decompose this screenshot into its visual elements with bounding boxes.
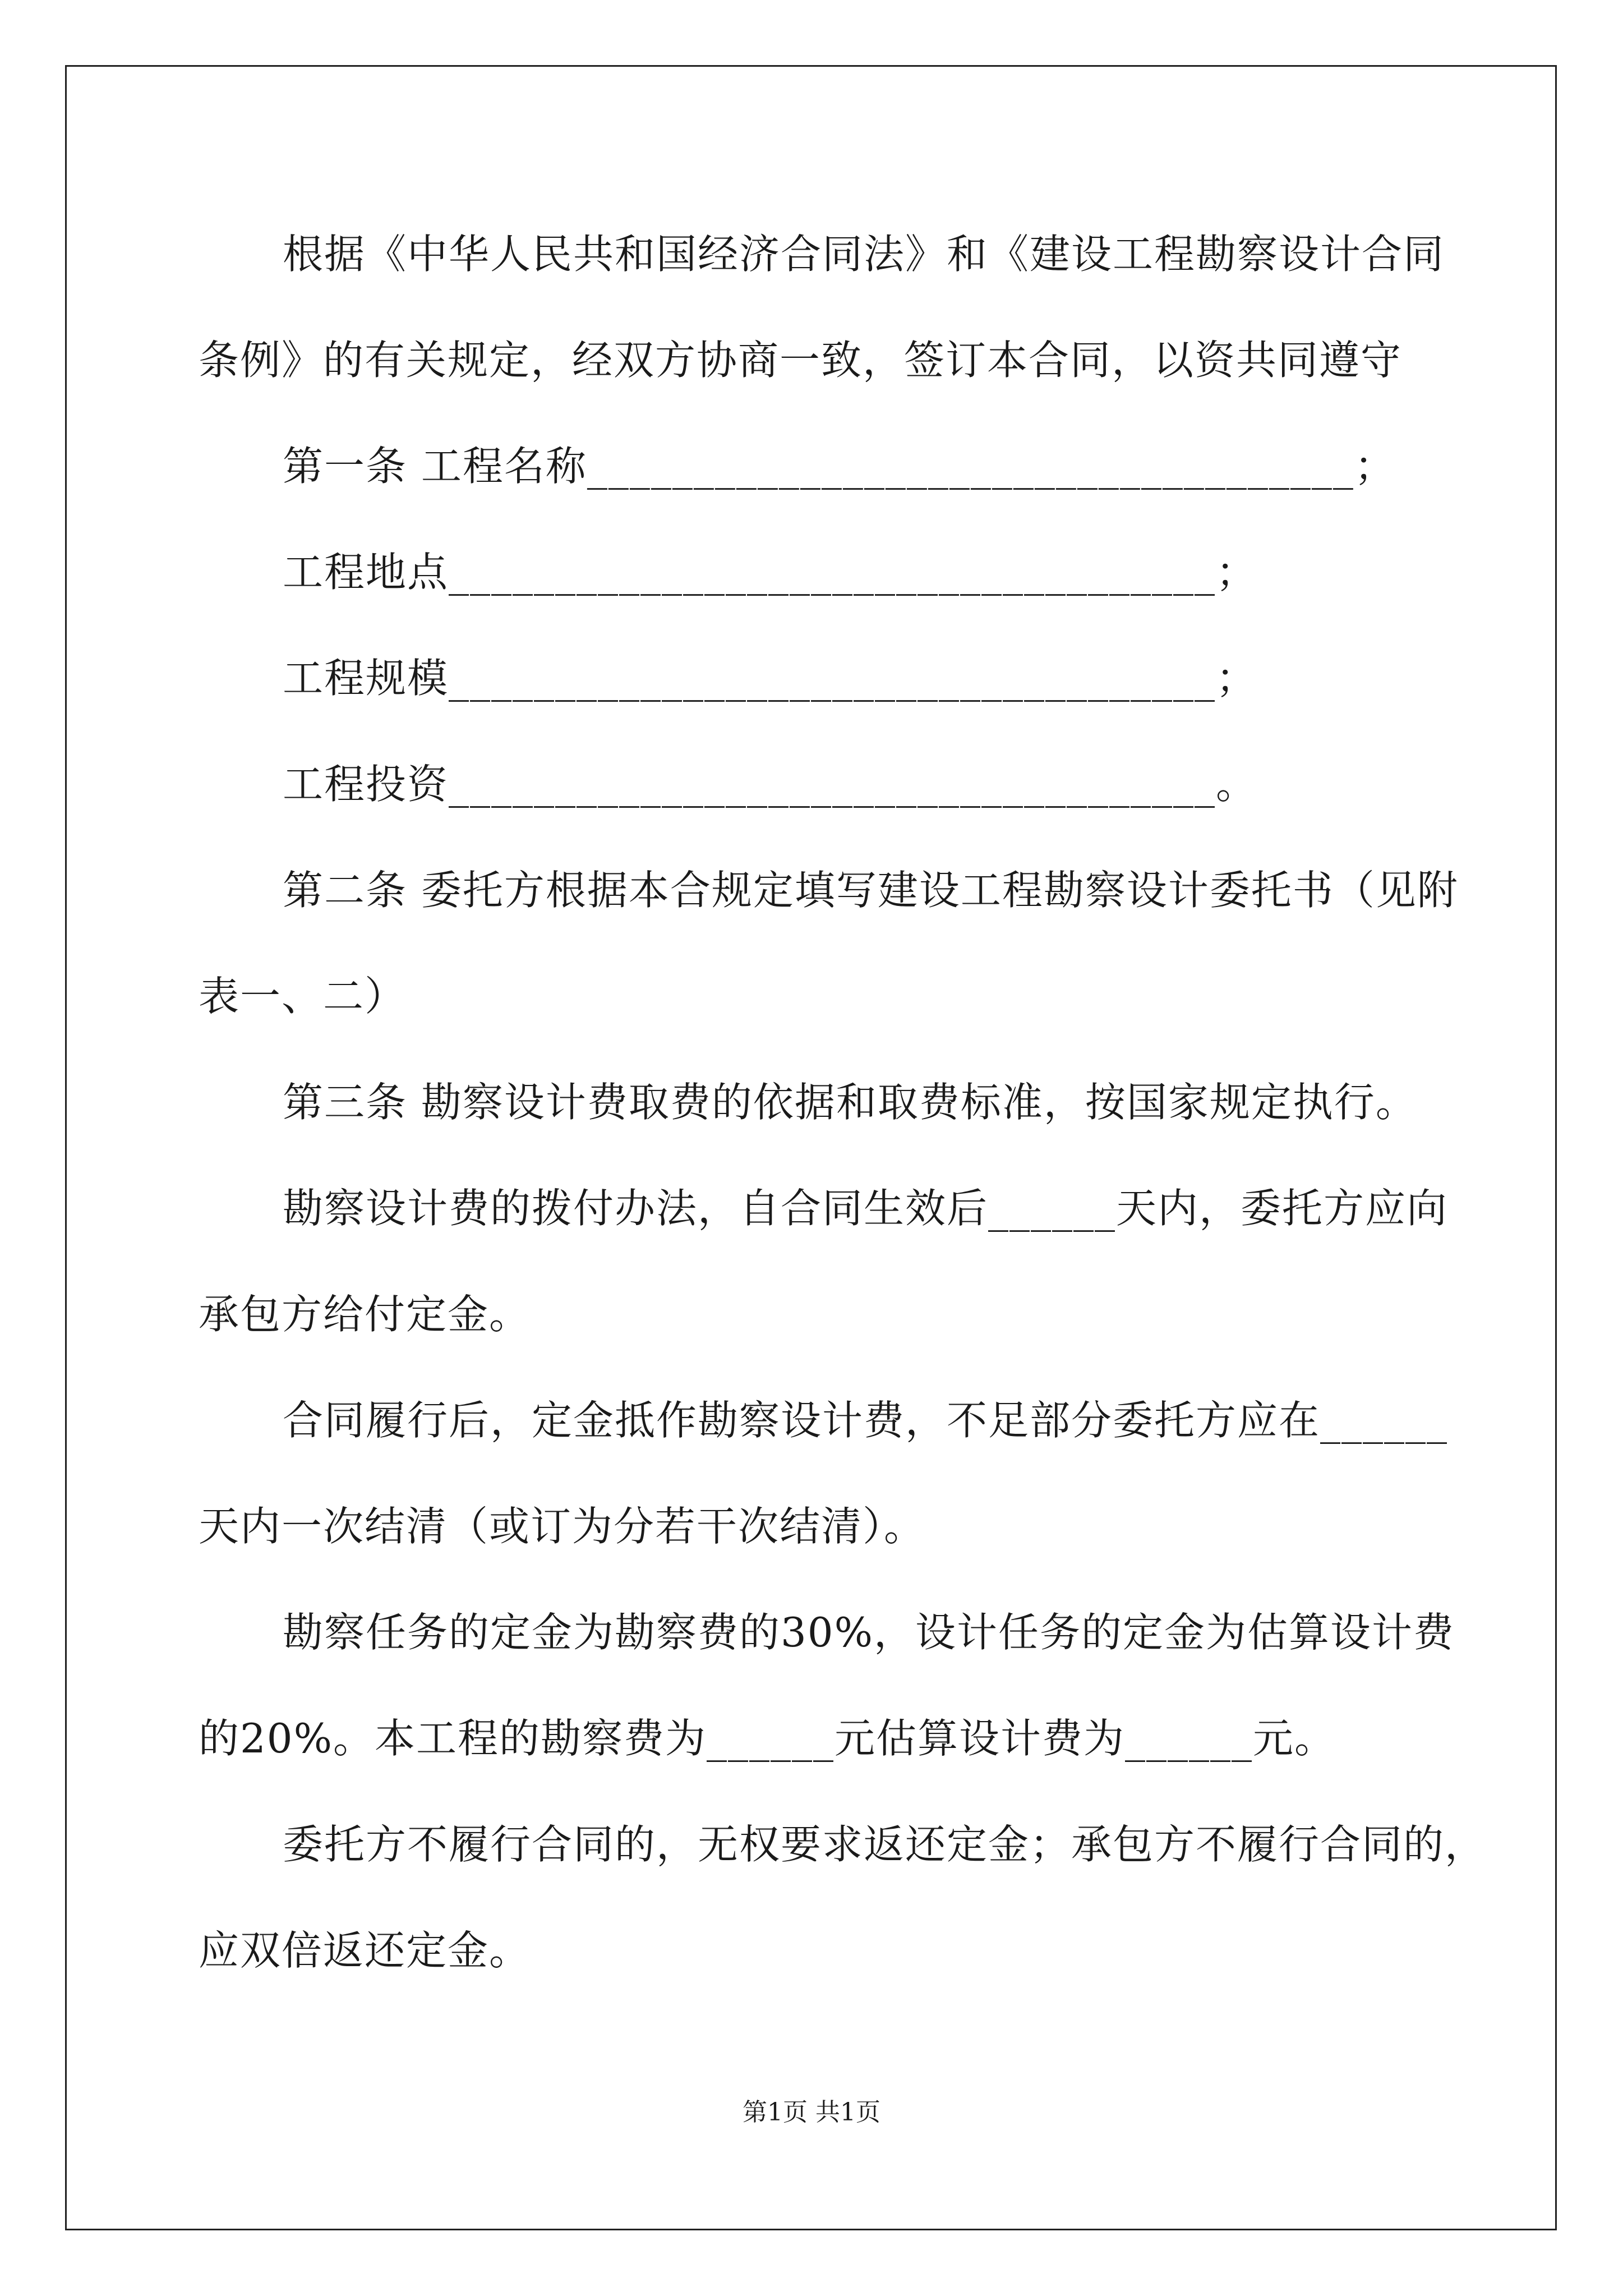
settlement-line-1: 合同履行后，定金抵作勘察设计费，不足部分委托方应在______ xyxy=(283,1397,1449,1444)
breach-line-1: 委托方不履行合同的，无权要求返还定金；承包方不履行合同的， xyxy=(283,1821,1487,1868)
article-2-line-2: 表一、二） xyxy=(199,973,407,1020)
project-investment: 工程投资____________________________________。 xyxy=(283,761,1258,808)
deposit-line-2: 的20%。本工程的勘察费为______元估算设计费为______元。 xyxy=(199,1715,1336,1762)
project-scale: 工程规模____________________________________； xyxy=(283,655,1258,702)
fee-payment-line-2: 承包方给付定金。 xyxy=(199,1291,531,1338)
article-2-line-1: 第二条 委托方根据本合规定填写建设工程勘察设计委托书（见附 xyxy=(283,867,1459,914)
deposit-line-1: 勘察任务的定金为勘察费的30%，设计任务的定金为估算设计费 xyxy=(283,1609,1455,1656)
project-location: 工程地点____________________________________； xyxy=(283,549,1258,596)
contract-paragraph-intro-line-2: 条例》的有关规定，经双方协商一致，签订本合同，以资共同遵守 xyxy=(199,337,1403,384)
page-border xyxy=(65,65,1557,2230)
breach-line-2: 应双倍返还定金。 xyxy=(199,1927,531,1974)
page-number-footer: 第1页 共1页 xyxy=(743,2098,880,2127)
settlement-line-2: 天内一次结清（或订为分若干次结清）。 xyxy=(199,1503,926,1550)
article-3-fee-basis: 第三条 勘察设计费取费的依据和取费标准，按国家规定执行。 xyxy=(283,1079,1417,1126)
article-1-project-name: 第一条 工程名称____________________________________； xyxy=(283,443,1396,490)
contract-paragraph-intro-line-1: 根据《中华人民共和国经济合同法》和《建设工程勘察设计合同 xyxy=(283,231,1445,278)
fee-payment-line-1: 勘察设计费的拨付办法，自合同生效后______天内，委托方应向 xyxy=(283,1185,1449,1232)
